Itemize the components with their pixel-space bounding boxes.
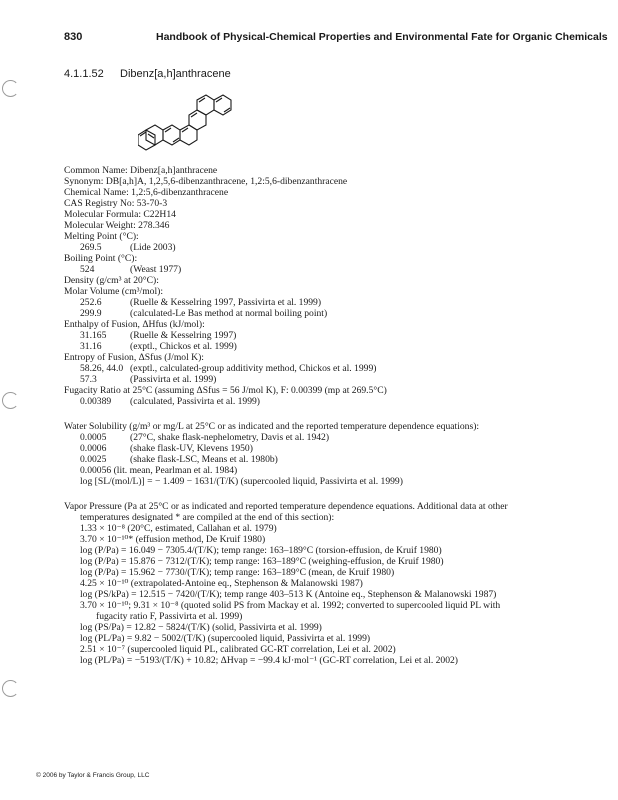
section-number: 4.1.1.52 [64,68,104,80]
water-solubility-label: Water Solubility (g/m³ or mg/L at 25°C or as indicated and the reported temperature dependence equations): [64,421,480,432]
vapor-pressure-entry: 3.70 × 10⁻¹⁰* (effusion method, De Kruif 1980) [80,534,266,545]
structure-diagram [138,84,248,156]
molecular-weight: Molecular Weight: 278.346 [64,220,170,231]
boiling-point-value: 524 [80,264,95,275]
melting-point-label: Melting Point (°C): [64,231,139,242]
water-solubility-value: 0.0006 [80,443,107,454]
enthalpy-fusion-value: 31.165 [80,330,107,341]
entropy-fusion-value: 57.3 [80,374,97,385]
vapor-pressure-equation: log (PL/Pa) = −5193/(T/K) + 10.82; ΔHvap = −99.4 kJ·mol⁻¹ (GC-RT correlation, Lei et al. 2002) [80,655,458,666]
cas-number: CAS Registry No: 53-70-3 [64,198,168,209]
molar-volume-ref: (calculated-Le Bas method at normal boiling point) [130,308,328,319]
water-solubility-value: 0.0025 [80,454,107,465]
vapor-pressure-label-cont: temperatures designated * are compiled at the end of this section): [80,512,335,523]
vapor-pressure-equation: log (P/Pa) = 15.962 − 7730/(T/K); temp range: 163–189°C (mean, de Kruif 1980) [80,567,395,578]
copyright: © 2006 by Taylor & Francis Group, LLC [36,772,150,779]
vapor-pressure-equation: log (P/Pa) = 16.049 − 7305.4/(T/K); temp range: 163–189°C (torsion-effusion, de Kruif 1980) [80,545,442,556]
molar-volume-value: 252.6 [80,297,102,308]
page-number: 830 [64,31,83,43]
fugacity-ratio-label: Fugacity Ratio at 25°C (assuming ΔSfus = 56 J/mol K), F: 0.00399 (mp at 269.5°C) [64,385,387,396]
vapor-pressure-equation: log (PS/Pa) = 12.82 − 5824/(T/K) (solid, Passivirta et al. 1999) [80,622,322,633]
molar-volume-ref: (Ruelle & Kesselring 1997, Passivirta et al. 1999) [130,297,322,308]
fugacity-ratio-ref: (calculated, Passivirta et al. 1999) [130,396,261,407]
vapor-pressure-entry: 1.33 × 10⁻⁸ (20°C, estimated, Callahan et al. 1979) [80,523,277,534]
entropy-fusion-value: 58.26, 44.0 [80,363,124,374]
enthalpy-fusion-ref: (exptl., Chickos et al. 1999) [130,341,237,352]
vapor-pressure-equation: log (PL/Pa) = 9.82 − 5002/(T/K) (supercooled liquid, Passivirta et al. 1999) [80,633,371,644]
punch-hole [2,680,19,697]
vapor-pressure-entry: 2.51 × 10⁻⁷ (supercooled liquid PL, calibrated GC-RT correlation, Lei et al. 2002) [80,644,396,655]
entropy-fusion-label: Entropy of Fusion, ΔSfus (J/mol K): [64,352,204,363]
molar-volume-value: 299.9 [80,308,102,319]
punch-hole [2,392,19,409]
density-label: Density (g/cm³ at 20°C): [64,275,159,286]
punch-hole [2,80,19,97]
boiling-point-ref: (Weast 1977) [130,264,182,275]
enthalpy-fusion-label: Enthalpy of Fusion, ΔHfus (kJ/mol): [64,319,205,330]
common-name: Common Name: Dibenz[a,h]anthracene [64,165,218,176]
synonym: Synonym: DB[a,h]A, 1,2,5,6-dibenzanthracene, 1,2:5,6-dibenzanthracene [64,176,348,187]
water-solubility-equation: log [SL/(mol/L)] = − 1.409 − 1631/(T/K) (supercooled liquid, Passivirta et al. 1999) [80,476,403,487]
boiling-point-label: Boiling Point (°C): [64,253,138,264]
chemical-name: Chemical Name: 1,2:5,6-dibenzanthracene [64,187,229,198]
vapor-pressure-label: Vapor Pressure (Pa at 25°C or as indicated and reported temperature dependence equations. Additional data at other [64,501,508,512]
water-solubility-entry: 0.00056 (lit. mean, Pearlman et al. 1984) [80,465,238,476]
section-title: Dibenz[a,h]anthracene [120,68,231,80]
vapor-pressure-entry: 3.70 × 10⁻¹⁰; 9.31 × 10⁻⁸ (quoted solid PS from Mackay et al. 1992; converted to supercooled liquid PL with [80,600,501,611]
melting-point-ref: (Lide 2003) [130,242,176,253]
water-solubility-ref: (27°C, shake flask-nephelometry, Davis et al. 1942) [130,432,330,443]
melting-point-value: 269.5 [80,242,102,253]
fugacity-ratio-value: 0.00389 [80,396,112,407]
vapor-pressure-equation: log (P/Pa) = 15.876 − 7312/(T/K); temp range: 163–189°C (weighing-effusion, de Kruif 1980) [80,556,444,567]
entropy-fusion-ref: (Passivirta et al. 1999) [130,374,217,385]
entropy-fusion-ref: (exptl., calculated-group additivity method, Chickos et al. 1999) [130,363,377,374]
vapor-pressure-entry: 4.25 × 10⁻¹⁰ (extrapolated-Antoine eq., Stephenson & Malanowski 1987) [80,578,363,589]
vapor-pressure-entry-cont: fugacity ratio F, Passivirta et al. 1999) [96,611,243,622]
running-title: Handbook of Physical-Chemical Properties and Environmental Fate for Organic Chemicals [156,31,608,43]
enthalpy-fusion-ref: (Ruelle & Kesselring 1997) [130,330,237,341]
water-solubility-ref: (shake flask-LSC, Means et al. 1980b) [130,454,278,465]
molar-volume-label: Molar Volume (cm³/mol): [64,286,163,297]
vapor-pressure-equation: log (PS/kPa) = 12.515 − 7420/(T/K); temp range 403–513 K (Antoine eq., Stephenson & Malanowski 1987) [80,589,497,600]
enthalpy-fusion-value: 31.16 [80,341,102,352]
water-solubility-value: 0.0005 [80,432,107,443]
water-solubility-ref: (shake flask-UV, Klevens 1950) [130,443,253,454]
molecular-formula: Molecular Formula: C22H14 [64,209,176,220]
